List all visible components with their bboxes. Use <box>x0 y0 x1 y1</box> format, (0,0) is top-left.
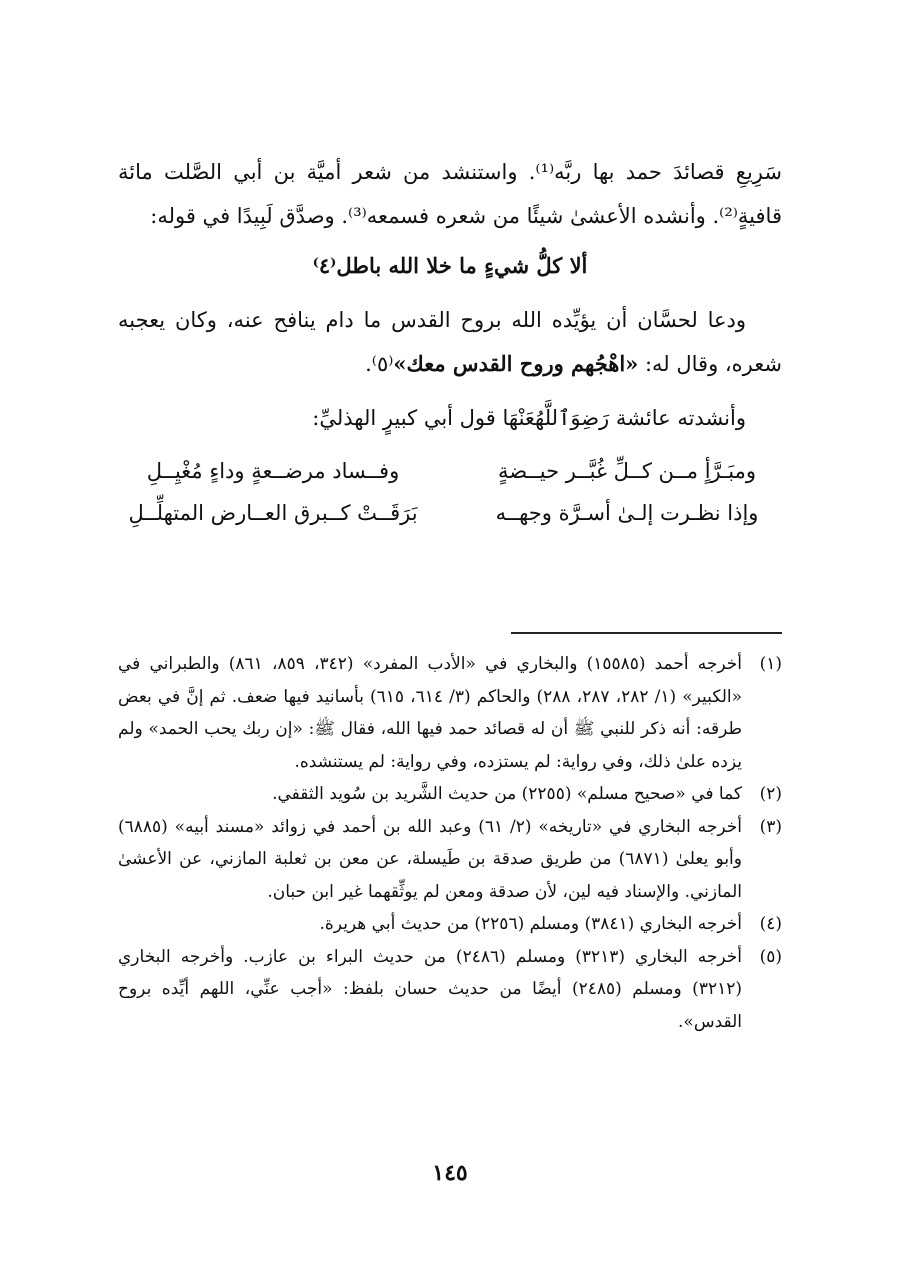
poem-first-hemistich: وإذا نظـرت إلـىٰ أسـرَّة وجهــه <box>495 501 759 525</box>
footnote-text: أخرجه البخاري في «تاريخه» (٢/ ٦١) وعبد الله بن أحمد في زوائد «مسند أبيه» (٦٨٨٥) وأبو يعلىٰ (٦٨٧١) من طريق صدقة بن طَيسلة، عن معن بن ثعلبة المازني، عن الأعشىٰ المازني. والإسناد فيه لين، لأن صدقة ومعن لم يوثِّقهما غير ابن حبان. <box>118 816 742 902</box>
footnote-number: (٢) <box>759 784 782 804</box>
verse-line: ألا كلُّ شيءٍ ما خلا الله باطل⁽٤⁾ <box>312 253 588 278</box>
footnote-text: أخرجه البخاري (٣٢١٣) ومسلم (٢٤٨٦) من حديث البراء بن عازب. وأخرجه البخاري (٣٢١٢) ومسلم (٢٤٨٥) أيضًا من حديث حسان بلفظ: «أجب عنِّي، اللهم أيِّده بروح القدس». <box>118 946 742 1032</box>
footnote <box>118 941 782 1039</box>
poem-first-hemistich: ومبَـرَّأٍ مــن كــلِّ غُبَّــر حيــضةٍ <box>497 459 757 483</box>
footnote-text: أخرجه البخاري (٣٨٤١) ومسلم (٢٢٥٦) من حديث أبي هريرة. <box>319 914 742 934</box>
footnote <box>118 908 782 941</box>
footnote-text: كما في «صحيح مسلم» (٢٢٥٥) من حديث الشَّريد بن سُويد الثقفي. <box>272 784 742 804</box>
poem-second-hemistich: بَرَقَــتْ كــبرق العــارض المتهلِّــلِ <box>128 501 418 525</box>
paragraph-3: وأنشدته عائشة رَضِوَٱللَّهُعَنْهَا قول أبي كبيرٍ الهذليِّ: <box>312 406 746 430</box>
paragraph-2-end: ⁽٥⁾. <box>365 352 394 376</box>
hadith-quote: «اهْجُهم وروح القدس معك» <box>393 351 639 376</box>
footnotes <box>118 648 782 1038</box>
footnote <box>118 811 782 909</box>
footnote-text: أخرجه أحمد (١٥٥٨٥) والبخاري في «الأدب المفرد» (٣٤٢، ٨٥٩، ٨٦١) والطبراني في «الكبير» (١/ ٢٨٢، ٢٨٧، ٢٨٨) والحاكم (٣/ ٦١٤، ٦١٥) بأسانيد فيها ضعف. ثم إنَّ في بعض طرقه: أنه ذكر للنبي ﷺ أن له قصائد حمد فيها الله، فقال ﷺ: «إن ربك يحب الحمد» ولم يزده علىٰ ذلك، وفي رواية: لم يستزده، وفي رواية: لم يستنشده. <box>118 654 743 772</box>
poem-verse <box>118 492 782 534</box>
footnote-number: (٥) <box>759 946 782 967</box>
paragraph-2-start: ودعا لحسَّان أن يؤيِّده الله بروح القدس ما دام ينافح عنه، وكان يعجبه شعره، وقال له: <box>118 308 782 376</box>
poem-verse <box>118 450 782 492</box>
poem <box>118 450 782 534</box>
footnote-number: (٤) <box>759 914 782 934</box>
page-number: ١٤٥ <box>432 1160 468 1186</box>
footnote-number: (١) <box>759 654 782 674</box>
footnote <box>118 648 782 778</box>
poem-second-hemistich: وفــساد مرضــعةٍ وداءٍ مُغْيِــلِ <box>146 459 400 483</box>
footnote-number: (٣) <box>759 816 782 837</box>
footnote <box>118 778 782 811</box>
main-text <box>118 150 782 534</box>
paragraph-2 <box>118 298 782 386</box>
paragraph-1: سَرِيعِ قصائدَ حمد بها ربَّه⁽¹⁾. واستنشد من شعر أميَّة بن أبي الصَّلت مائة قافيةٍ⁽²⁾. وأنشده الأعشىٰ شيئًا من شعره فسمعه⁽³⁾. وصدَّق لَبِيدًا في قوله: <box>118 160 782 228</box>
footnote-separator <box>511 632 782 634</box>
